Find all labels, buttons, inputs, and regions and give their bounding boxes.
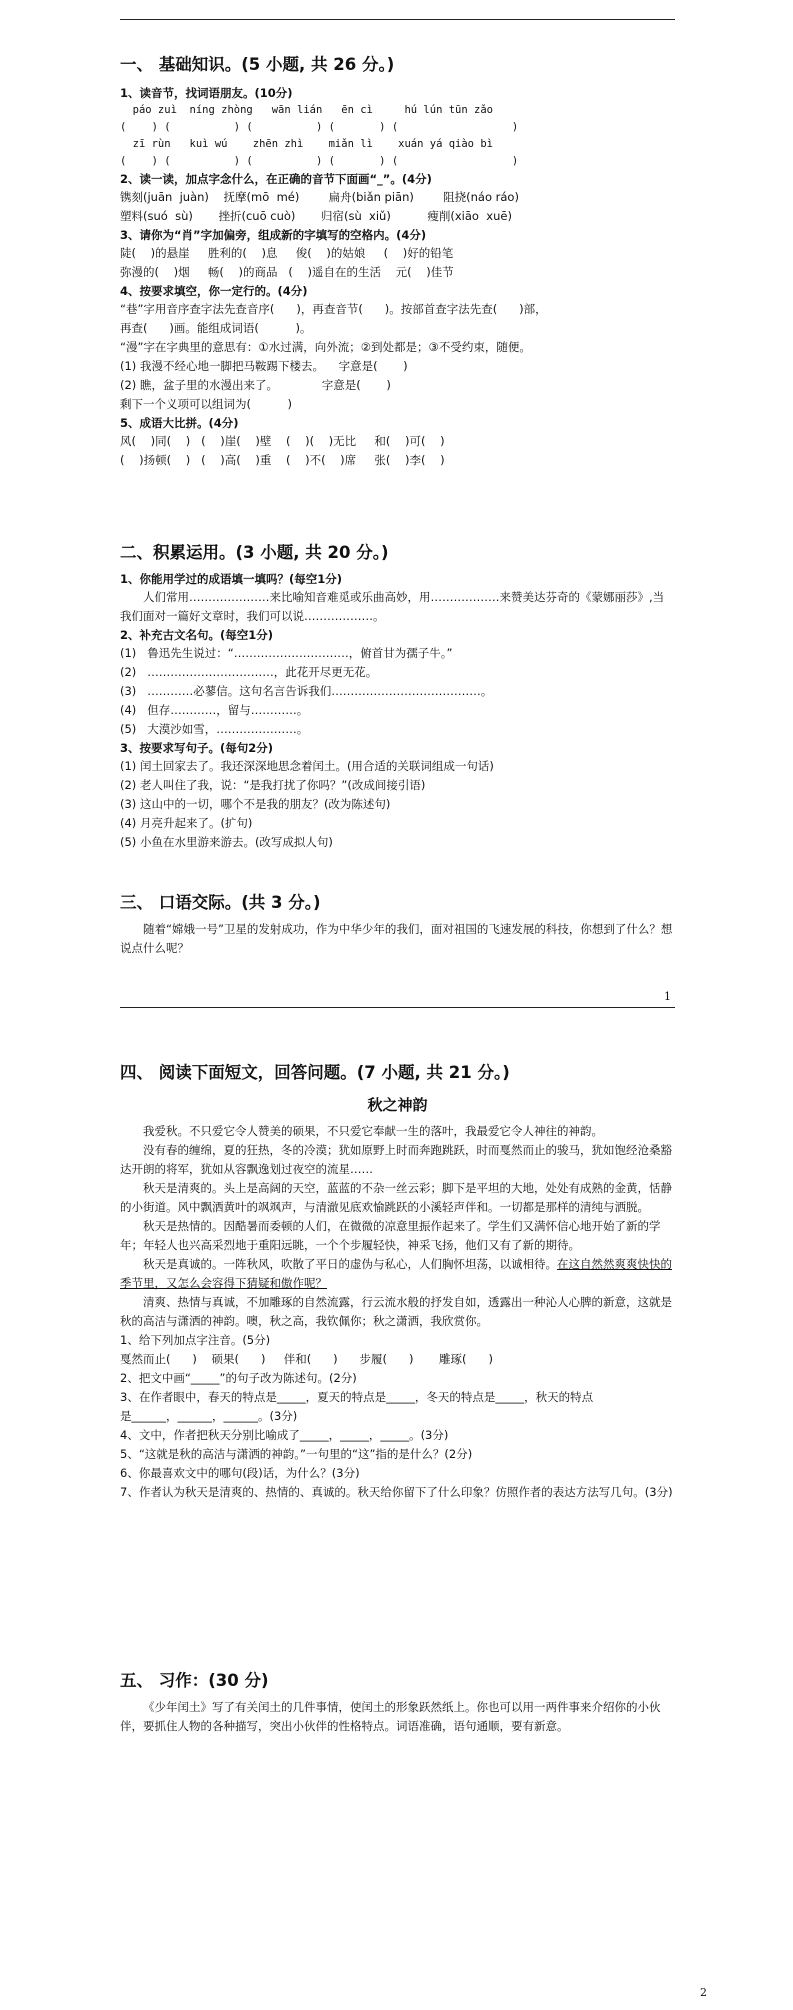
q2-line-1: 镌刻(juān juàn) 抚摩(mō mé) 扁舟(biǎn piān) 阻挠(náo ráo) [120,190,519,204]
article-title: 秋之神韵 [367,1096,428,1114]
q4-line-5: (2) 瞧，盆子里的水漫出来了。 字意是( ) [120,378,391,392]
q4-line-6: 剩下一个义项可以组词为( ) [120,397,293,411]
q4-line-3: “漫”字在字典里的意思有：①水过满，向外流；②到处都是；③不受约束，随便。 [120,340,531,354]
section-1-title: 一、 基础知识。(5 小题, 共 26 分。) [120,55,395,74]
s2-q2-title: 2、补充古文名句。(每空1分) [120,628,274,642]
q5-line-1: 风( )同( ) ( )崖( )壁 ( )( )无比 和( )可( ) [120,434,445,448]
section-4-title: 四、 阅读下面短文，回答问题。(7 小题, 共 21 分。) [120,1063,510,1082]
q5-title: 5、成语大比拼。(4分) [120,416,239,430]
section-2-title: 二、积累运用。(3 小题, 共 20 分。) [120,543,389,562]
article-paragraph-3: 秋天是清爽的。头上是高阔的天空，蓝蓝的不杂一丝云彩；脚下是平坦的大地，处处有成熟的金黄，恬静的小街道。风中飘洒黄叶的飒飒声，与清澈见底欢愉跳跃的小溪轻声伴和。一切都是那样的清纯与洒脱。 [120,1181,672,1214]
q4-line-1: “巷”字用音序查字法先查音序( )，再查音节( )。按部首查字法先查( )部， [120,302,547,316]
section-5-title: 五、 习作：(30 分) [120,1671,269,1690]
article-paragraph-1: 我爱秋。不只爱它令人赞美的硕果，不只爱它奉献一生的落叶，我最爱它令人神往的神韵。 [143,1124,603,1138]
page-number-1: 1 [664,990,671,1003]
s2-q1-title: 1、你能用学过的成语填一填吗？(每空1分) [120,572,343,586]
reading-q3-line-2: 是______，______，______。(3分) [120,1409,298,1423]
q1-blanks-1: ( ) ( ) ( ) ( ) ( ) [120,121,519,133]
section-1 [120,52,675,470]
article-paragraph-5 [120,1255,675,1293]
q1-blanks-2: ( ) ( ) ( ) ( ) ( ) [120,155,519,167]
q4-line-4: (1) 我漫不经心地一脚把马鞍踢下楼去。 字意是( ) [120,359,408,373]
q5-line-2: ( )扬顿( ) ( )高( )重 ( )不( )席 张( )李( ) [120,453,445,467]
s2-q1-text: 人们常用…………………来比喻知音难觅或乐曲高妙，用………………来赞美达芬奇的《蒙娜丽莎》,当我们面对一篇好文章时，我们可以说………………。 [120,590,665,623]
section-3 [120,890,675,958]
reading-q1-words: 戛然而止( ) 硕果( ) 伴和( ) 步履( ) 雕琢( ) [120,1352,493,1366]
reading-q5: 5、“这就是秋的高洁与潇洒的神韵。”一句里的“这”指的是什么？(2分) [120,1447,473,1461]
s2-q2-line-4: (4) 但存…………，留与…………。 [120,703,309,717]
q2-title: 2、读一读，加点字念什么，在正确的音节下面画“_”。(4分) [120,172,432,186]
page-number-2: 2 [700,1986,707,1999]
s2-q2-line-5: (5) 大漠沙如雪，…………………。 [120,722,309,736]
s2-q3-line-3: (3) 这山中的一切，哪个不是我的朋友？(改为陈述句) [120,797,391,811]
q1-title: 1、读音节，找词语朋友。(10分) [120,86,293,100]
article-paragraph-2: 没有春的缠绵，夏的狂热，冬的冷漠；犹如原野上时而奔跑跳跃，时而戛然而止的骏马，犹如饱经沧桑豁达开朗的将军，犹如从容飘逸划过夜空的流星…… [120,1143,672,1176]
reading-q1: 1、给下列加点字注音。(5分) [120,1333,271,1347]
reading-q3-line-1: 3、在作者眼中，春天的特点是_____，夏天的特点是_____，冬天的特点是_____，秋天的特点 [120,1390,594,1404]
q3-line-1: 陡( )的悬崖 胜利的( )息 俊( )的姑娘 ( )好的铅笔 [120,246,454,260]
s2-q2-line-3: (3) …………必蓼信。这句名言告诉我们…………………………………。 [120,684,493,698]
q3-line-2: 弥漫的( )烟 畅( )的商品 ( )遥自在的生活 元( )佳节 [120,265,454,279]
s2-q3-line-1: (1) 闰土回家去了。我还深深地思念着闰土。(用合适的关联词组成一句话) [120,759,494,773]
section-3-title: 三、 口语交际。(共 3 分。) [120,893,321,912]
q1-pinyin-1: páo zuì níng zhòng wān lián ēn cì hú lún tūn zǎo [120,104,493,116]
section-4 [120,1060,675,1502]
underlined-sentence: 在这自然然爽爽快快的季节里，又怎么会容得下猜疑和傲作呢？ [120,1257,672,1290]
reading-q7: 7、作者认为秋天是清爽的、热情的、真诚的。秋天给你留下了什么印象？仿照作者的表达方法写几句。(3分) [120,1485,673,1499]
q4-line-2: 再查( )画。能组成词语( )。 [120,321,312,335]
q1-pinyin-2: zī rùn kuì wú zhēn zhì miǎn lì xuán yá qiào bì [120,138,493,150]
s2-q2-line-1: (1) 鲁迅先生说过：“…………………………，俯首甘为孺子牛。” [120,646,453,660]
section-3-text: 随着“嫦娥一号”卫星的发射成功，作为中华少年的我们，面对祖国的飞速发展的科技，你想到了什么？想说点什么呢？ [120,922,673,955]
page-1-bottom-rule [120,1007,675,1008]
s2-q3-line-5: (5) 小鱼在水里游来游去。(改写成拟人句) [120,835,333,849]
s2-q2-line-2: (2) ……………………………，此花开尽更无花。 [120,665,378,679]
section-5-text: 《少年闰土》写了有关闰土的几件事情，使闰土的形象跃然纸上。你也可以用一两件事来介绍你的小伙伴，要抓住人物的各种描写，突出小伙伴的性格特点。词语准确，语句通顺，要有新意。 [120,1700,661,1733]
top-rule [120,19,675,20]
section-5 [120,1668,675,1736]
s2-q3-line-2: (2) 老人叫住了我，说：“是我打扰了你吗？”(改成间接引语) [120,778,426,792]
q3-title: 3、请你为“肖”字加偏旁，组成新的字填写的空格内。(4分) [120,228,427,242]
reading-q2: 2、把文中画“_____”的句子改为陈述句。(2分) [120,1371,357,1385]
q4-title: 4、按要求填空，你一定行的。(4分) [120,284,308,298]
article-paragraph-4: 秋天是热情的。因酷暑而委顿的人们，在微微的凉意里振作起来了。学生们又满怀信心地开始了新的学年；年轻人也兴高采烈地于重阳远眺，一个个步履轻快，神采飞扬，他们又有了新的期待。 [120,1219,661,1252]
s2-q3-title: 3、按要求写句子。(每句2分) [120,741,274,755]
q2-line-2: 塑料(suó sù) 挫折(cuō cuò) 归宿(sù xiǔ) 瘦削(xiāo xuē) [120,209,512,223]
reading-q4: 4、文中，作者把秋天分别比喻成了_____，_____，_____。(3分) [120,1428,449,1442]
reading-q6: 6、你最喜欢文中的哪句(段)话，为什么？(3分) [120,1466,360,1480]
s2-q3-line-4: (4) 月亮升起来了。(扩句) [120,816,253,830]
article-paragraph-6: 清爽、热情与真诚，不加雕琢的自然流露，行云流水般的抒发自如，透露出一种沁人心脾的新意，这就是秋的高洁与潇洒的神韵。噢，秋之高，我钦佩你；秋之潇洒，我欣赏你。 [120,1295,672,1328]
section-2 [120,540,675,852]
paragraph-5-text: 秋天是真诚的。一阵秋风，吹散了平日的虚伪与私心，人们胸怀坦荡，以诚相待。 [143,1257,557,1271]
